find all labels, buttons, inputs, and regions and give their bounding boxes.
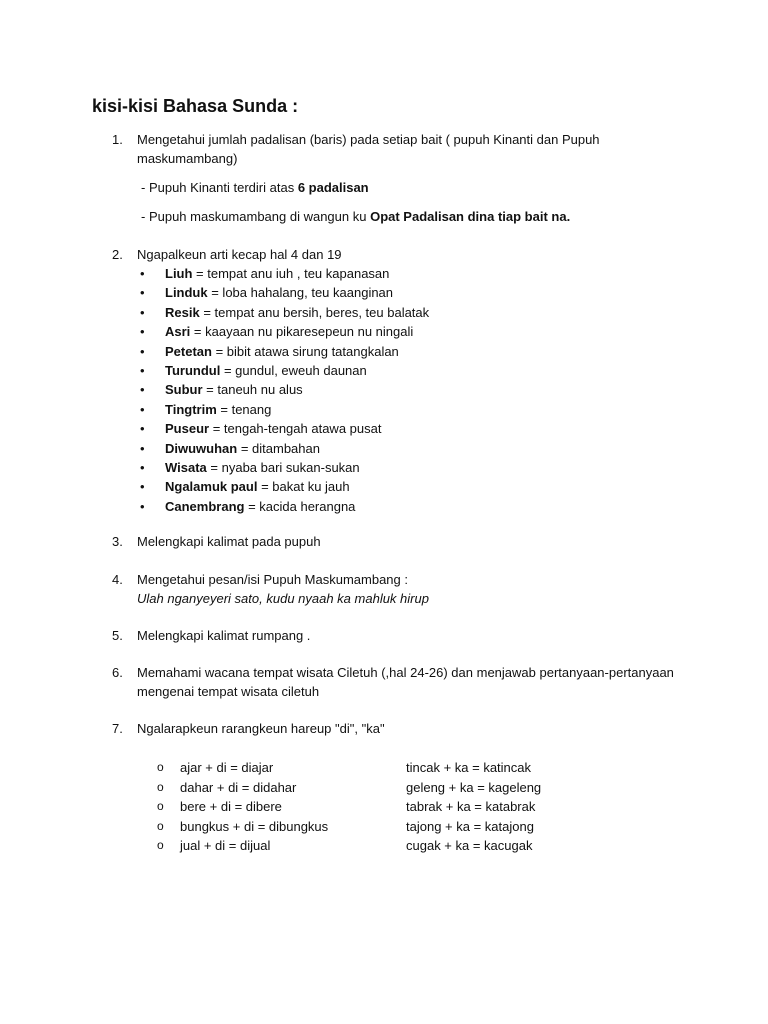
item-number: 6.: [112, 665, 123, 680]
vocabulary-term: Asri: [165, 324, 191, 340]
list-item-3: [112, 532, 712, 551]
bullet-icon: •: [140, 343, 145, 359]
affix-di-example: jual + di = dijual: [180, 838, 271, 853]
bullet-icon: •: [140, 382, 145, 398]
item-number: 3.: [112, 534, 123, 549]
vocabulary-definition: = tempat anu bersih, beres, teu balatak: [199, 304, 430, 320]
circle-bullet-icon: o: [157, 799, 164, 813]
affix-row: [157, 758, 577, 778]
bullet-icon: •: [140, 459, 145, 475]
vocabulary-item: [137, 380, 712, 399]
vocabulary-term: Petetan: [165, 343, 212, 359]
vocabulary-item: [137, 283, 712, 302]
vocabulary-definition: = tempat anu iuh , teu kapanasan: [192, 266, 390, 281]
vocabulary-term: Linduk: [165, 285, 208, 301]
document-title: kisi-kisi Bahasa Sunda :: [92, 96, 299, 116]
vocabulary-definition: = kacida herangna: [244, 498, 356, 514]
list-item-7: [112, 719, 712, 738]
item-number: 4.: [112, 572, 123, 587]
affix-ka-example: tajong + ka = katajong: [406, 818, 534, 834]
affix-row: [157, 778, 577, 798]
note-maskumambang: [141, 207, 570, 226]
vocabulary-item: [137, 458, 712, 477]
vocabulary-list: [137, 264, 712, 516]
list-item-6: [112, 663, 712, 701]
item-number: 7.: [112, 721, 123, 736]
vocabulary-item: [137, 264, 712, 283]
affix-ka-example: tabrak + ka = katabrak: [406, 799, 536, 814]
vocabulary-item: [137, 303, 712, 322]
list-item-1: [112, 130, 712, 168]
vocabulary-term: Tingtrim: [165, 401, 217, 417]
circle-bullet-icon: o: [157, 838, 164, 852]
vocabulary-term: Turundul: [165, 362, 221, 378]
bullet-icon: •: [140, 440, 145, 456]
item-number: 1.: [112, 132, 123, 147]
note-text: - Pupuh maskumambang di wangun ku: [141, 209, 371, 224]
bullet-icon: •: [140, 401, 145, 417]
note-bold-text: Opat Padalisan dina tiap bait na.: [370, 209, 571, 224]
affix-row: [157, 836, 577, 856]
vocabulary-definition: = gundul, eweuh daunan: [220, 362, 367, 378]
list-item-4: [112, 570, 712, 608]
vocabulary-term: Resik: [165, 304, 200, 320]
vocabulary-item: [137, 419, 712, 438]
affix-di-example: bere + di = dibere: [180, 799, 282, 814]
vocabulary-item: [137, 477, 712, 496]
bullet-icon: •: [140, 324, 145, 340]
vocabulary-item: [137, 439, 712, 458]
affix-ka-example: cugak + ka = kacugak: [406, 838, 533, 853]
vocabulary-definition: = loba hahalang, teu kaanginan: [207, 285, 394, 301]
vocabulary-term: Puseur: [165, 421, 210, 437]
list-item-2: [112, 245, 712, 516]
vocabulary-item: [137, 361, 712, 380]
item-text-line: Mengetahui jumlah padalisan (baris) pada setiap bait ( pupuh Kinanti dan Pupuh: [137, 132, 600, 147]
item-text: Melengkapi kalimat rumpang .: [137, 628, 311, 643]
item-number: 5.: [112, 628, 123, 643]
bullet-icon: •: [140, 266, 145, 281]
vocabulary-term: Subur: [165, 382, 203, 398]
vocabulary-term: Diwuwuhan: [165, 440, 238, 456]
vocabulary-item: [137, 497, 712, 516]
vocabulary-definition: = ditambahan: [237, 440, 320, 456]
item-text-line: Memahami wacana tempat wisata Ciletuh (,hal 24-26) dan menjawab pertanyaan-pertanyaan: [137, 665, 674, 680]
circle-bullet-icon: o: [157, 779, 164, 794]
vocabulary-definition: = taneuh nu alus: [202, 382, 303, 398]
vocabulary-term: Liuh: [165, 266, 193, 281]
affix-row: [157, 797, 577, 817]
list-item-5: [112, 626, 712, 645]
bullet-icon: •: [140, 285, 145, 301]
item-italic-text: Ulah nganyeyeri sato, kudu nyaah ka mahluk hirup: [137, 591, 429, 606]
vocabulary-item: [137, 322, 712, 341]
item-text: Melengkapi kalimat pada pupuh: [137, 534, 321, 549]
item-text: Ngalarapkeun rarangkeun hareup "di", "ka": [137, 721, 385, 736]
bullet-icon: •: [140, 304, 145, 320]
affix-ka-example: tincak + ka = katincak: [406, 760, 532, 775]
affix-di-example: dahar + di = didahar: [180, 779, 297, 795]
vocabulary-item: [137, 400, 712, 419]
bullet-icon: •: [140, 479, 145, 495]
affix-examples-list: [157, 758, 577, 856]
affix-row: [157, 817, 577, 837]
vocabulary-definition: = kaayaan nu pikaresepeun nu ningali: [190, 324, 414, 340]
bullet-icon: •: [140, 421, 145, 437]
vocabulary-term: Canembrang: [165, 498, 245, 514]
item-text-line: maskumambang): [137, 151, 238, 166]
note-text: - Pupuh Kinanti terdiri atas: [141, 180, 298, 195]
vocabulary-definition: = bakat ku jauh: [257, 479, 350, 495]
affix-di-example: bungkus + di = dibungkus: [180, 818, 329, 834]
item-text: Ngapalkeun arti kecap hal 4 dan 19: [137, 247, 342, 262]
vocabulary-definition: = bibit atawa sirung tatangkalan: [211, 343, 399, 359]
item-text-line: mengenai tempat wisata ciletuh: [137, 684, 320, 699]
item-number: 2.: [112, 247, 123, 262]
vocabulary-item: [137, 342, 712, 361]
vocabulary-definition: = nyaba bari sukan-sukan: [206, 459, 360, 475]
vocabulary-term: Ngalamuk paul: [165, 479, 258, 495]
bullet-icon: •: [140, 498, 145, 514]
item-text: Mengetahui pesan/isi Pupuh Maskumambang :: [137, 572, 408, 587]
note-bold-text: 6 padalisan: [297, 180, 369, 195]
vocabulary-term: Wisata: [165, 459, 207, 475]
bullet-icon: •: [140, 362, 145, 378]
affix-ka-example: geleng + ka = kageleng: [406, 779, 542, 795]
circle-bullet-icon: o: [157, 818, 164, 833]
vocabulary-definition: = tengah-tengah atawa pusat: [209, 421, 382, 437]
vocabulary-definition: = tenang: [216, 401, 272, 417]
affix-di-example: ajar + di = diajar: [180, 760, 274, 775]
note-kinanti: [141, 178, 369, 197]
circle-bullet-icon: o: [157, 760, 164, 774]
